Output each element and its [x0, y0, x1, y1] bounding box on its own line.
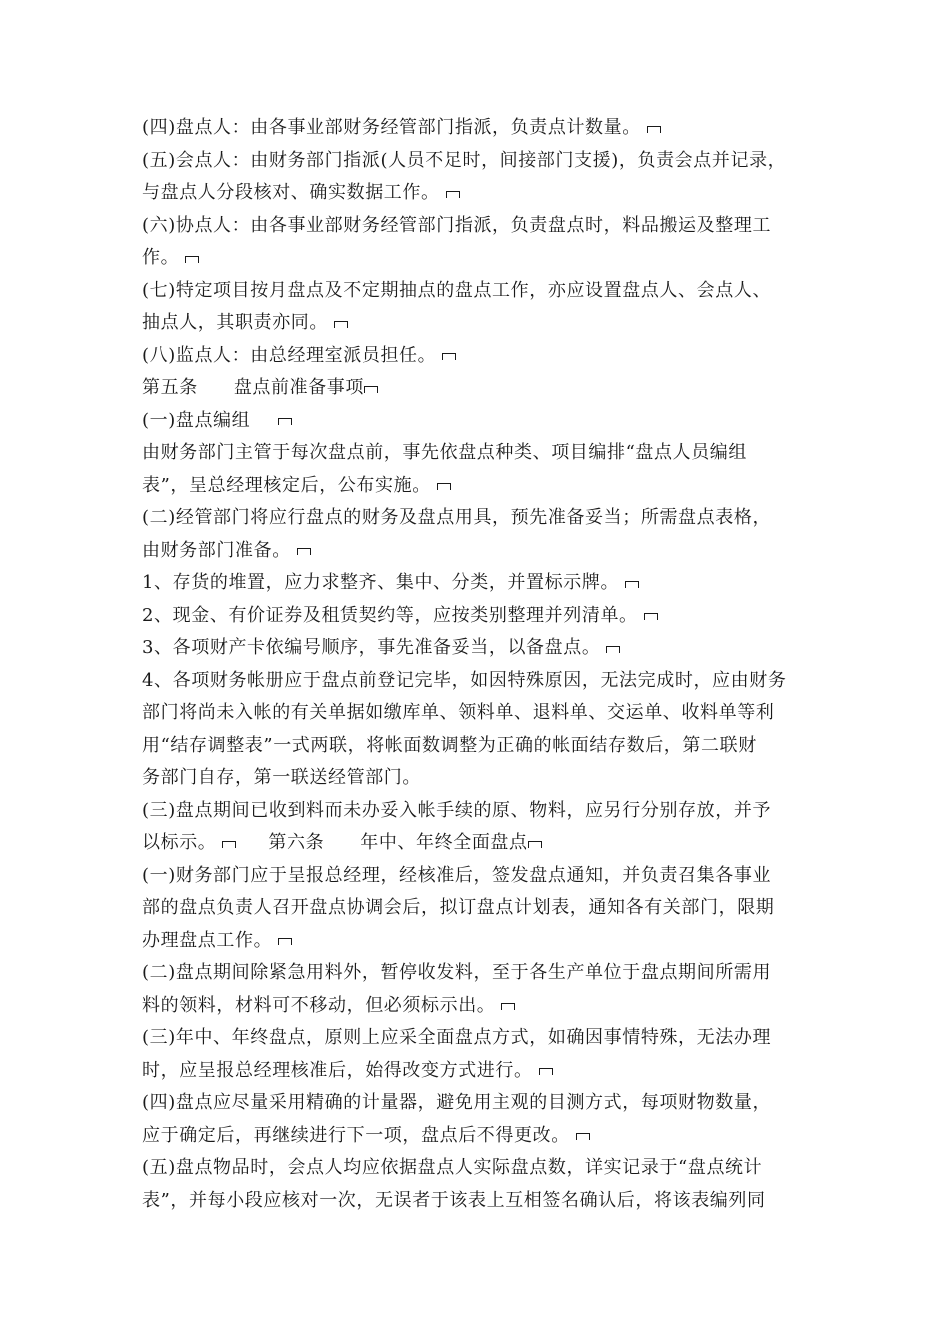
line-text: 作。 [142, 247, 180, 268]
line-text: 务部门自存，第一联送经管部门。 [142, 767, 421, 788]
text-line [142, 1152, 822, 1185]
text-line [142, 795, 822, 828]
line-text: 4、各项财务帐册应于盘点前登记完毕，如因特殊原因，无法完成时，应由财务 [142, 669, 787, 691]
line-text: 与盘点人分段核对、确实数据工作。 [142, 182, 440, 203]
text-line [142, 210, 822, 243]
text-line [142, 1087, 822, 1120]
line-text: 部的盘点负责人召开盘点协调会后，拟订盘点计划表，通知各有关部门，限期 [142, 897, 775, 918]
text-line [142, 145, 822, 178]
text-line [142, 665, 822, 698]
document-body [142, 112, 822, 1217]
paragraph-mark-icon [539, 1068, 553, 1075]
text-line [142, 437, 822, 470]
line-text: 部门将尚未入帐的有关单据如缴库单、领料单、退料单、交运单、收料单等利 [142, 702, 775, 723]
text-line [142, 892, 822, 925]
line-text: (八)监点人：由总经理室派员担任。 [142, 344, 437, 366]
text-line [142, 697, 822, 730]
line-text: (六)协点人：由各事业部财务经管部门指派，负责盘点时，料品搬运及整理工 [142, 214, 772, 236]
line-text: 2、现金、有价证券及租赁契约等，应按类别整理并列清单。 [142, 604, 638, 626]
paragraph-mark-icon [442, 353, 456, 360]
article-title: 盘点前准备事项 [233, 377, 365, 398]
text-line [142, 1120, 822, 1153]
line-text: (七)特定项目按月盘点及不定期抽点的盘点工作，亦应设置盘点人、会点人、 [142, 279, 772, 301]
text-line [142, 502, 822, 535]
text-line [142, 567, 822, 600]
line-text: 由财务部门准备。 [142, 539, 291, 561]
line-text: (三)盘点期间已收到料而未办妥入帐手续的原、物料，应另行分别存放，并予 [142, 799, 772, 821]
line-text: 应于确定后，再继续进行下一项，盘点后不得更改。 [142, 1124, 570, 1146]
article-number: 第六条 [268, 832, 325, 853]
text-line [142, 827, 822, 860]
text-line [142, 762, 822, 795]
article-heading [142, 372, 822, 405]
text-line [142, 275, 822, 308]
line-text: (二)盘点期间除紧急用料外，暂停收发料，至于各生产单位于盘点期间所需用 [142, 962, 772, 983]
line-text: 用“结存调整表”一式两联，将帐面数调整为正确的帐面结存数后，第二联财 [142, 734, 757, 756]
paragraph-mark-icon [278, 938, 292, 945]
line-text: (一)盘点编组 [142, 409, 251, 431]
text-line [142, 177, 822, 210]
line-text: (五)盘点物品时，会点人均应依据盘点人实际盘点数，详实记录于“盘点统计 [142, 1157, 763, 1178]
paragraph-mark-icon [606, 646, 620, 653]
paragraph-mark-icon [647, 126, 661, 133]
line-text: 办理盘点工作。 [142, 929, 273, 951]
text-line [142, 112, 822, 145]
paragraph-mark-icon [185, 256, 199, 263]
paragraph-mark-icon [297, 548, 311, 555]
line-text: 表”，并每小段应核对一次，无误者于该表上互相签名确认后，将该表编列同 [142, 1189, 766, 1211]
paragraph-mark-icon [334, 321, 348, 328]
line-text: 料的领料，材料可不移动，但必须标示出。 [142, 994, 496, 1016]
line-text: 3、各项财产卡依编号顺序，事先准备妥当，以备盘点。 [142, 637, 601, 658]
paragraph-mark-icon [644, 613, 658, 620]
paragraph-mark-icon [364, 386, 378, 393]
paragraph-mark-icon [446, 191, 460, 198]
paragraph-mark-icon [501, 1003, 515, 1010]
text-line [142, 405, 822, 438]
text-line [142, 307, 822, 340]
paragraph-mark-icon [278, 418, 292, 425]
line-text: (一)财务部门应于呈报总经理，经核准后，签发盘点通知，并负责召集各事业 [142, 864, 772, 886]
text-line [142, 990, 822, 1023]
line-text: (二)经管部门将应行盘点的财务及盘点用具，预先准备妥当；所需盘点表格， [142, 507, 772, 528]
paragraph-mark-icon [222, 841, 236, 848]
text-line [142, 957, 822, 990]
article-number: 第五条 [142, 377, 198, 398]
line-text: (五)会点人：由财务部门指派(人员不足时，间接部门支援)，负责会点并记录， [142, 149, 787, 171]
text-line [142, 470, 822, 503]
line-text: 表”，呈总经理核定后，公布实施。 [142, 474, 431, 496]
text-line [142, 535, 822, 568]
line-text: 1、存货的堆置，应力求整齐、集中、分类，并置标示牌。 [142, 572, 620, 593]
text-line [142, 730, 822, 763]
text-line [142, 242, 822, 275]
line-text: (四)盘点人：由各事业部财务经管部门指派，负责点计数量。 [142, 117, 641, 138]
text-line [142, 600, 822, 633]
paragraph-mark-icon [576, 1133, 590, 1140]
line-text: (三)年中、年终盘点，原则上应采全面盘点方式，如确因事情特殊，无法办理 [142, 1027, 772, 1048]
article-title: 年中、年终全面盘点 [360, 832, 528, 853]
text-line [142, 1185, 822, 1218]
text-line [142, 925, 822, 958]
text-line [142, 1055, 822, 1088]
line-text: (四)盘点应尽量采用精确的计量器，避免用主观的目测方式，每项财物数量， [142, 1092, 772, 1113]
line-text: 由财务部门主管于每次盘点前，事先依盘点种类、项目编排“盘点人员编组 [142, 442, 747, 463]
text-line [142, 1022, 822, 1055]
text-line [142, 632, 822, 665]
line-text: 以标示。 [142, 832, 217, 853]
line-text: 抽点人，其职责亦同。 [142, 312, 328, 333]
text-line [142, 340, 822, 373]
paragraph-mark-icon [437, 483, 451, 490]
text-line [142, 860, 822, 893]
paragraph-mark-icon [625, 581, 639, 588]
line-text: 时，应呈报总经理核准后，始得改变方式进行。 [142, 1059, 533, 1081]
paragraph-mark-icon [528, 841, 542, 848]
